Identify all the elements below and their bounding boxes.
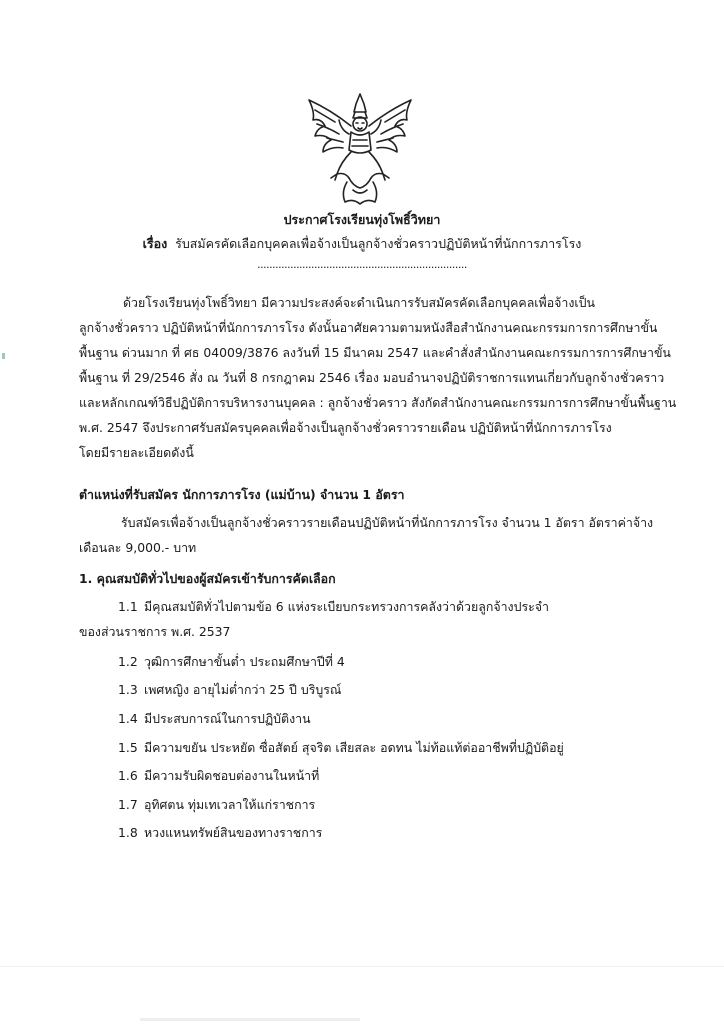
qualification-item [118,598,549,617]
scan-bottom-shadow [140,1018,360,1021]
qualification-item [118,681,341,700]
item-number: 1.2 [118,654,138,669]
item-text: มีคุณสมบัติทั่วไปตามข้อ 6 แห่งระเบียบกระทรวงการคลังว่าด้วยลูกจ้างประจำ [143,599,549,614]
announcement-title: ประกาศโรงเรียนทุ่งโพธิ์วิทยา [283,212,441,227]
item-number: 1.3 [118,682,138,697]
qualification-item [118,653,345,672]
scan-edge-mark [2,353,5,359]
intro-line: พื้นฐาน ด่วนมาก ที่ ศธ 04009/3876 ลงวันที่ 15 มีนาคม 2547 และคำสั่งสำนักงานคณะกรรมการการศึกษาขั้น [79,345,671,360]
intro-line: ด้วยโรงเรียนทุ่งโพธิ์วิทยา มีความประสงค์จะดำเนินการรับสมัครคัดเลือกบุคคลเพื่อจ้างเป็น [123,295,595,310]
scan-bottom-edge [0,966,724,967]
qualification-item-continuation: ของส่วนราชการ พ.ศ. 2537 [79,624,231,639]
qualification-item [118,739,564,758]
qualification-item [118,767,319,786]
item-text: อุทิศตน ทุ่มเทเวลาให้แก่ราชการ [143,797,316,812]
garuda-emblem-icon [301,90,419,210]
position-line: รับสมัครเพื่อจ้างเป็นลูกจ้างชั่วคราวรายเดือนปฏิบัติหน้าที่นักการภารโรง จำนวน 1 อัตรา อัตราค่าจ้าง [121,515,654,530]
item-text: มีความรับผิดชอบต่องานในหน้าที่ [143,768,320,783]
intro-line: พื้นฐาน ที่ 29/2546 สั่ง ณ วันที่ 8 กรกฎาคม 2546 เรื่อง มอบอำนาจปฏิบัติราชการแทนเกี่ยวกับลูกจ้างชั่วคราว [79,370,665,385]
intro-line: โดยมีรายละเอียดดังนี้ [79,445,194,460]
item-text: หวงแหนทรัพย์สินของทางราชการ [143,825,323,840]
item-number: 1.1 [118,599,138,614]
position-line: เดือนละ 9,000.- บาท [79,540,197,555]
item-text: มีความขยัน ประหยัด ซื่อสัตย์ สุจริต เสียสละ อดทน ไม่ท้อแท้ต่ออาชีพที่ปฏิบัติอยู่ [143,740,564,755]
intro-line: และหลักเกณฑ์วิธีปฏิบัติการบริหารงานบุคคล : ลูกจ้างชั่วคราว สังกัดสำนักงานคณะกรรมการการศึกษาขั้นพื้นฐาน [79,395,677,410]
qualifications-heading: 1. คุณสมบัติทั่วไปของผู้สมัครเข้ารับการคัดเลือก [79,571,336,586]
position-paragraph [79,510,663,560]
qualification-item [118,710,311,729]
item-text: วุฒิการศึกษาขั้นต่ำ ประถมศึกษาปีที่ 4 [143,654,345,669]
qualification-item [118,796,315,815]
item-number: 1.4 [118,711,138,726]
item-number: 1.5 [118,740,138,755]
item-text: เพศหญิง อายุไม่ต่ำกว่า 25 ปี บริบูรณ์ [143,682,342,697]
qualification-item [118,824,322,843]
announcement-subject [0,234,724,254]
separator-dots: ...................................................................... [257,258,467,271]
position-heading: ตำแหน่งที่รับสมัคร นักการภารโรง (แม่บ้าน) จำนวน 1 อัตรา [79,487,405,502]
intro-paragraph [79,290,677,465]
item-number: 1.7 [118,797,138,812]
intro-line: พ.ศ. 2547 จึงประกาศรับสมัครบุคคลเพื่อจ้างเป็นลูกจ้างชั่วคราวรายเดือน ปฏิบัติหน้าที่นักการภารโรง [79,420,612,435]
item-text: มีประสบการณ์ในการปฏิบัติงาน [143,711,311,726]
subject-text: รับสมัครคัดเลือกบุคคลเพื่อจ้างเป็นลูกจ้างชั่วคราวปฏิบัติหน้าที่นักการภารโรง [175,236,582,251]
intro-line: ลูกจ้างชั่วคราว ปฏิบัติหน้าที่นักการภารโรง ดังนั้นอาศัยความตามหนังสือสำนักงานคณะกรรมการการศึกษาขั้น [79,320,658,335]
subject-label: เรื่อง [142,236,168,251]
item-number: 1.8 [118,825,138,840]
item-number: 1.6 [118,768,138,783]
